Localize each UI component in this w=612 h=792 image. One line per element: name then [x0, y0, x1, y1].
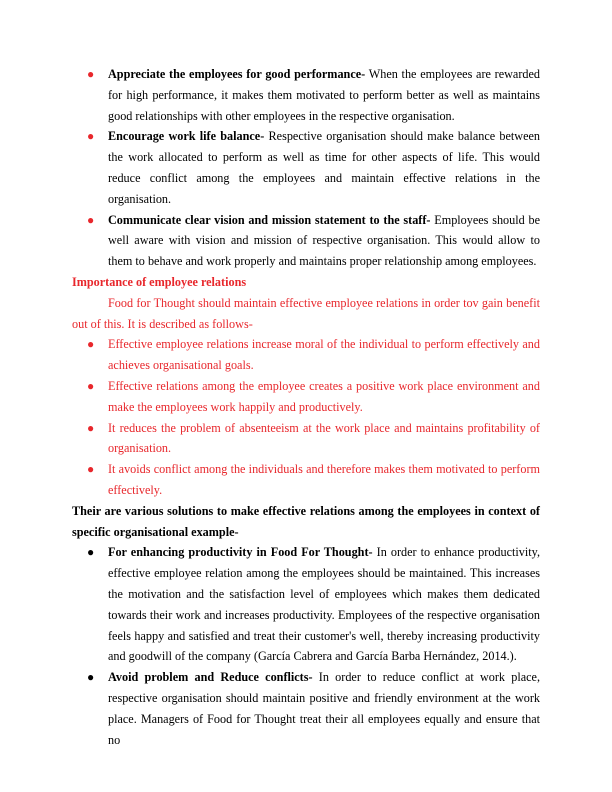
bullet-text: It reduces the problem of absenteeism at the work place and maintains profitability of organisation. — [108, 420, 540, 456]
bullet-icon: ● — [87, 337, 95, 352]
bullet-text: Employees should be well aware with vision and mission of respective organisation. This would allow to them to behave and work properly and maintains proper relationship among employees. — [108, 212, 540, 269]
importance-heading: Importance of employee relations — [72, 274, 247, 289]
document-page — [72, 64, 540, 750]
importance-intro: Food for Thought should maintain effective employee relations in order tov gain benefit out of this. It is described as follows- — [72, 295, 540, 331]
bullet-text: Effective relations among the employee creates a positive work place environment and make the employees work happily and productively. — [108, 378, 540, 414]
bullet-bold-label: Encourage work life balance- — [108, 129, 265, 144]
solutions-heading: Their are various solutions to make effective relations among the employees in context of specific organisational example- — [72, 503, 540, 539]
bullet-bold-label: Appreciate the employees for good performance- — [108, 67, 366, 81]
bullet-bold-label: Avoid problem and Reduce conflicts- — [108, 670, 313, 685]
bullet-text: In order to enhance productivity, effective employee relation among the employees should be maintained. This increases the motivation and the satisfaction level of employees which makes them dedicated towards their work and increases productivity. Employees of the respective organisation feels happy and satisfied and treat their customer's well, thereby increasing productivity and goodwill of the company (García Cabrera and García Barba Hernández, 2014.). — [108, 545, 540, 664]
bullet-icon: ● — [87, 462, 95, 477]
list-item — [72, 667, 540, 750]
bullet-icon: ● — [87, 129, 95, 144]
bullet-text: Respective organisation should make balance between the work allocated to perform as well as time for other aspects of life. This would reduce conflict among the employees and maintain effective relations in the organisation. — [108, 129, 540, 206]
bullet-icon: ● — [87, 670, 95, 685]
list-item — [72, 542, 540, 667]
solutions-list — [72, 542, 540, 750]
list-item — [72, 334, 540, 376]
bullet-icon: ● — [87, 545, 95, 560]
importance-list — [72, 334, 540, 500]
bullet-bold-label: Communicate clear vision and mission statement to the staff- — [108, 212, 431, 227]
bullet-icon: ● — [87, 212, 95, 227]
bullet-icon: ● — [87, 420, 95, 435]
list-item — [72, 459, 540, 501]
list-item — [72, 418, 540, 460]
bullet-text: It avoids conflict among the individuals and therefore makes them motivated to perform effectively. — [108, 462, 540, 497]
list-item — [72, 64, 540, 126]
list-item — [72, 126, 540, 209]
bullet-text: Effective employee relations increase moral of the individual to perform effectively and achieves organisational goals. — [108, 337, 540, 373]
list-item — [72, 376, 540, 418]
bullet-text: In order to reduce conflict at work place, respective organisation should maintain positive and friendly environment at the work place. Managers of Food for Thought treat their all employees equally and ensure that no — [108, 670, 540, 747]
bullet-icon: ● — [87, 67, 95, 81]
list-item — [72, 210, 540, 272]
bullet-text: When the employees are rewarded for high performance, it makes them motivated to perform better as well as maintains good relationships with other employees in the respective organisation. — [108, 67, 540, 123]
bullet-icon: ● — [87, 378, 95, 393]
top-bullet-list — [72, 64, 540, 272]
bullet-bold-label: For enhancing productivity in Food For Thought- — [108, 545, 373, 560]
